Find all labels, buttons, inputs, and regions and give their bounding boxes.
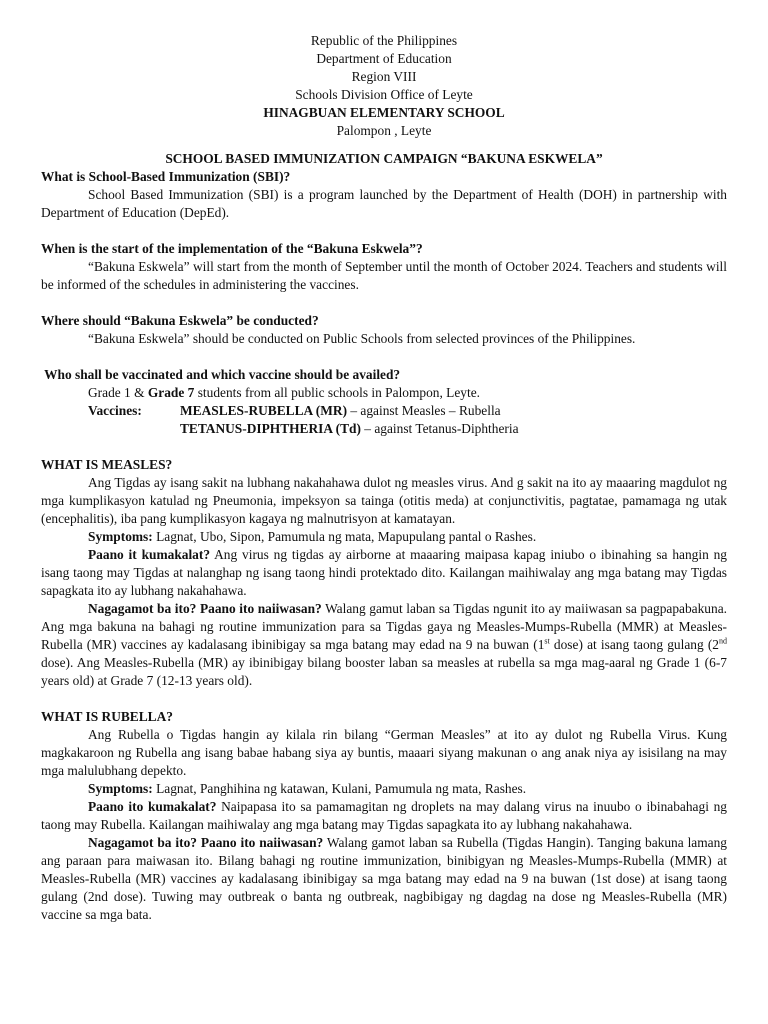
vaccine-td-desc: – against Tetanus-Diphtheria xyxy=(360,421,519,436)
where-question: Where should “Bakuna Eskwela” be conducted? xyxy=(41,313,319,328)
grade-bold: Grade 7 xyxy=(147,385,195,400)
measles-cure-text-2: dose) at isang taong gulang (2 xyxy=(549,637,719,652)
measles-spread-label: Paano it kumakalat? xyxy=(88,547,211,562)
header-line-division: Schools Division Office of Leyte xyxy=(295,87,473,102)
measles-sup-1: st xyxy=(544,636,550,646)
measles-cure-text-1: Walang gamut laban sa Tigdas ngunit ito ay maiiwasan sa pagpapabakuna. Ang mga bakuna na bahagi ng routine immunization para sa Tigdas gaya ng Measles-Mumps-Rubella (MMR) at Measles-Rubella (MR) vaccines ay kadalasang ibinibigay sa mga batang may edad na 9 na buwan (1 xyxy=(41,601,727,652)
measles-spread xyxy=(41,546,727,600)
grade-prefix: Grade 1 & xyxy=(88,385,148,400)
measles-symptoms xyxy=(41,528,727,546)
vaccine-mr-desc: – against Measles – Rubella xyxy=(347,403,501,418)
sbi-answer: School Based Immunization (SBI) is a program launched by the Department of Health (DOH) in partnership with Department of Education (DepEd). xyxy=(41,187,727,220)
measles-sup-2: nd xyxy=(719,636,727,646)
who-question: Who shall be vaccinated and which vaccine should be availed? xyxy=(41,367,401,382)
header-line-region: Region VIII xyxy=(351,69,417,84)
rubella-spread xyxy=(41,798,727,834)
vaccine-td-name: TETANUS-DIPHTHERIA (Td) xyxy=(180,421,361,436)
grade-suffix: students from all public schools in Palompon, Leyte. xyxy=(194,385,481,400)
measles-cure-text-3: dose). Ang Measles-Rubella (MR) ay ibinibigay bilang booster laban sa measles at rubella sa mga mag-aaral ng Grade 1 (6-7 years old) at Grade 7 (12-13 years old). xyxy=(41,655,727,688)
vaccines-label: Vaccines: xyxy=(88,403,142,418)
sbi-question: What is School-Based Immunization (SBI)? xyxy=(41,169,291,184)
school-name: HINAGBUAN ELEMENTARY SCHOOL xyxy=(263,105,505,120)
rubella-intro: Ang Rubella o Tigdas hangin ay kilala rin bilang “German Measles” at ito ay dulot ng Rubella Virus. Kung magkakaroon ng Rubella ang isang babae habang siya ay buntis, maaari siyang makunan o ang anak niya ay isisilang na may mga malulubhang depekto. xyxy=(41,727,727,778)
rubella-symptoms-text: Lagnat, Panghihina ng katawan, Kulani, Pamumula ng mata, Rashes. xyxy=(152,781,527,796)
measles-cure xyxy=(41,600,727,690)
measles-symptoms-text: Lagnat, Ubo, Sipon, Pamumula ng mata, Mapupulang pantal o Rashes. xyxy=(152,529,537,544)
who-grades xyxy=(41,384,727,402)
start-question: When is the start of the implementation of the “Bakuna Eskwela”? xyxy=(41,241,423,256)
measles-spread-text: Ang virus ng tigdas ay airborne at maaaring maipasa kapag iniubo o ibinahing sa hangin ng isang taong may Tigdas at nalanghap ng isang taong hindi protektado dito. Kailangan maihiwalay ang mga batang may Tigdas sapagkata ito ay lubhang nakahahawa. xyxy=(41,547,727,598)
header-line-department: Department of Education xyxy=(316,51,452,66)
rubella-symptoms-label: Symptoms: xyxy=(88,781,153,796)
rubella-cure xyxy=(41,834,727,924)
rubella-symptoms xyxy=(41,780,727,798)
measles-intro: Ang Tigdas ay isang sakit na lubhang nakahahawa dulot ng measles virus. And g sakit na ito ay maaaring magdulot ng mga kumplikasyon katulad ng Pneumonia, impeksyon sa tainga (otitis meda) at conjunctivitis, pagtatae, pamamaga ng utak (encephalitis), iba pang kumplikasyon kagaya ng malnutrisyon at kamatayan. xyxy=(41,475,727,526)
measles-symptoms-label: Symptoms: xyxy=(88,529,153,544)
document-title: SCHOOL BASED IMMUNIZATION CAMPAIGN “BAKUNA ESKWELA” xyxy=(165,151,603,166)
rubella-cure-text: Walang gamot laban sa Rubella (Tigdas Hangin). Tanging bakuna lamang ang paraan para maiwasan ito. Bilang bahagi ng routine immunization, binibigyan ng Measles-Mumps-Rubella (MMR) at Measles-Rubella (MR) vaccines ay kadalasang ibinibigay sa mga batang may edad na 9 na buwan (1st dose) at isang taong gulang (2nd dose). Tuwing may outbreak o banta ng outbreak, nagbibigay ng dagdag na dose ng Measles-Rubella (MR) vaccine sa mga bata. xyxy=(41,835,727,922)
rubella-heading: WHAT IS RUBELLA? xyxy=(41,709,173,724)
vaccine-row-mr xyxy=(41,402,727,420)
measles-cure-label: Nagagamot ba ito? Paano ito naiiwasan? xyxy=(88,601,322,616)
rubella-spread-label: Paano ito kumakalat? xyxy=(88,799,217,814)
vaccine-row-td xyxy=(41,420,727,438)
school-location: Palompon , Leyte xyxy=(336,123,432,138)
where-answer: “Bakuna Eskwela” should be conducted on Public Schools from selected provinces of the Philippines. xyxy=(88,331,636,346)
start-answer: “Bakuna Eskwela” will start from the month of September until the month of October 2024. Teachers and students will be informed of the schedules in administering the vaccines. xyxy=(41,259,727,292)
measles-heading: WHAT IS MEASLES? xyxy=(41,457,173,472)
vaccine-mr-name: MEASLES-RUBELLA (MR) xyxy=(180,403,348,418)
rubella-cure-label: Nagagamot ba ito? Paano ito naiiwasan? xyxy=(88,835,324,850)
header-line-republic: Republic of the Philippines xyxy=(310,33,458,48)
letterhead xyxy=(41,32,727,140)
rubella-spread-text: Naipapasa ito sa pamamagitan ng droplets na may dalang virus na inuubo o ibinabahagi ng taong may Rubella. Kailangan maihiwalay ang mga batang may Tigdas sapagkata ito ay lubhang nakahahawa. xyxy=(41,799,727,832)
